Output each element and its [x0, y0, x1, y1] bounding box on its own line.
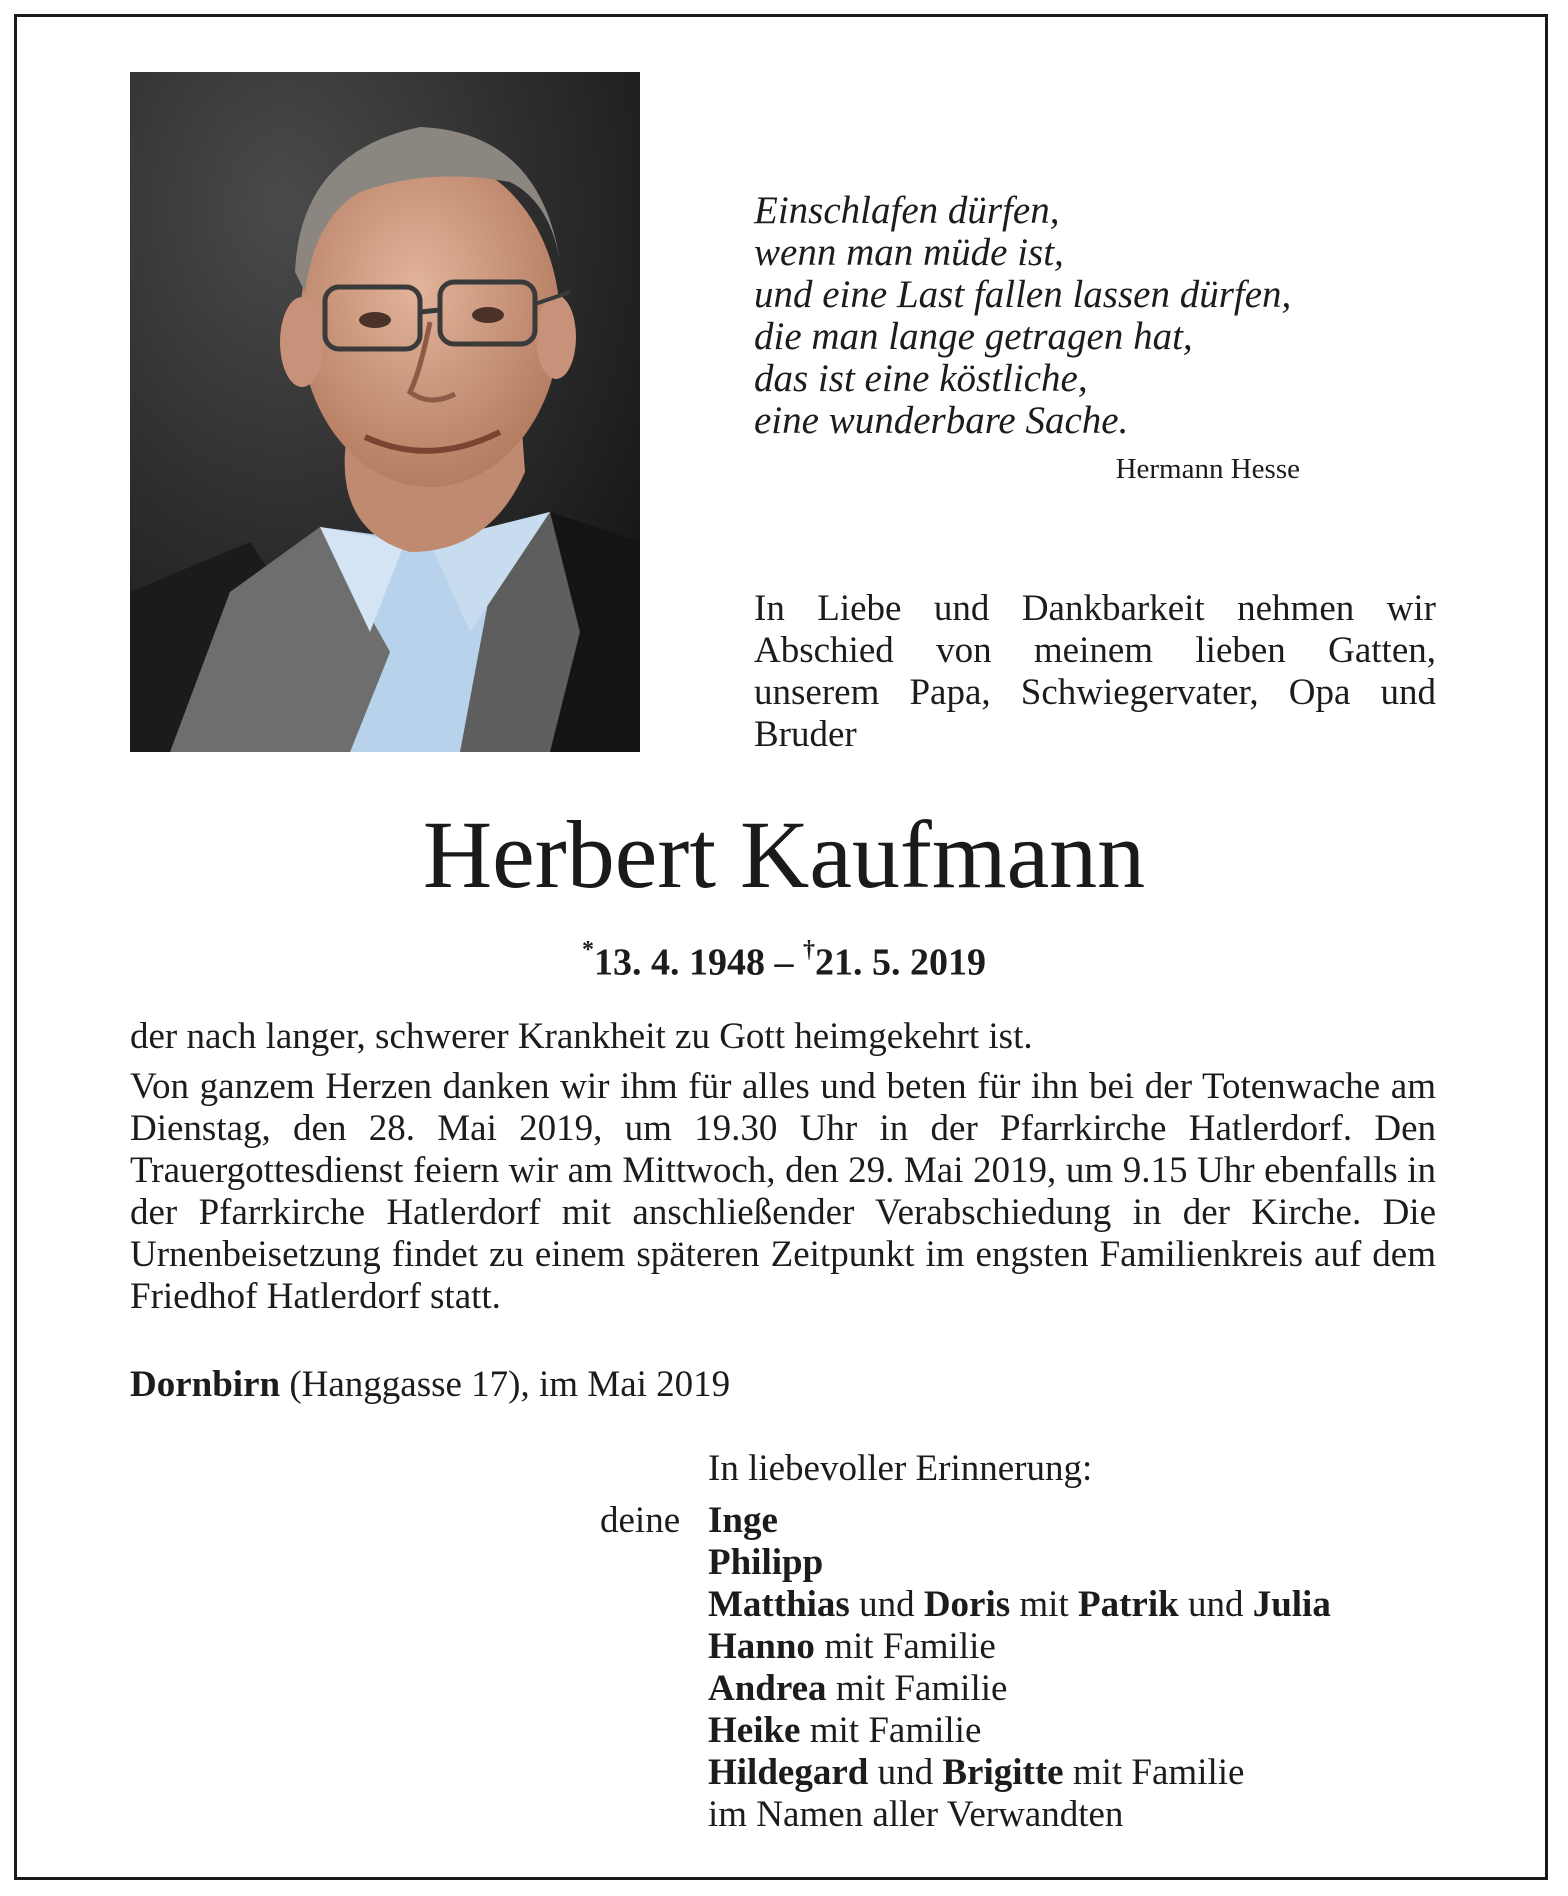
family-suffix: mit Familie: [826, 1668, 1008, 1709]
memory-label: In liebevoller Erinnerung:: [708, 1448, 1093, 1489]
family-suffix: mit Familie: [1063, 1752, 1245, 1793]
family-suffix: mit Familie: [800, 1710, 982, 1751]
family-closing: im Namen aller Verwandten: [708, 1794, 1124, 1835]
family-row: [708, 1500, 1448, 1542]
poem-line: eine wunderbare Sache.: [754, 399, 1129, 442]
family-row: [708, 1668, 1448, 1710]
family-name: Hanno: [708, 1626, 815, 1667]
family-name: Philipp: [708, 1542, 824, 1583]
family-conjunction: mit: [1010, 1584, 1078, 1625]
poem: [754, 190, 1314, 442]
memory-prefix: deine: [600, 1500, 681, 1541]
family-name: Brigitte: [942, 1752, 1064, 1793]
family-row: [708, 1710, 1448, 1752]
family-row: [708, 1542, 1448, 1584]
life-dates: [0, 932, 1568, 985]
place-date: [130, 1364, 1030, 1406]
family-suffix: mit Familie: [814, 1626, 996, 1667]
date-separator: –: [765, 941, 803, 984]
family-name: Julia: [1252, 1584, 1331, 1625]
poem-author: Hermann Hesse: [1115, 453, 1300, 485]
family-name: Matthias: [708, 1584, 850, 1625]
deceased-name: Herbert Kaufmann: [422, 801, 1146, 908]
poem-line: das ist eine köstliche,: [754, 357, 1088, 400]
poem-line: wenn man müde ist,: [754, 231, 1064, 274]
family-name: Hildegard: [708, 1752, 869, 1793]
family-row: [708, 1752, 1448, 1794]
portrait-photo-icon: [130, 72, 640, 752]
poem-line: die man lange getragen hat,: [754, 315, 1193, 358]
family-name: Andrea: [708, 1668, 827, 1709]
body-second-paragraph: Von ganzem Herzen danken wir ihm für alles und beten für ihn bei der Totenwache am Dienstag, den 28. Mai 2019, um 19.30 Uhr in der Pfarrkirche Hatlerdorf. Den Trauergottesdienst feiern wir am Mittwoch, den 29. Mai 2019, um 9.15 Uhr ebenfalls in der Pfarrkirche Hatlerdorf mit anschließender Verabschiedung in der Kirche. Die Urnenbeisetzung findet zu einem späteren Zeitpunkt im engsten Familienkreis auf dem Friedhof Hatlerdorf statt.: [130, 1066, 1436, 1317]
poem-line: Einschlafen dürfen,: [754, 189, 1060, 232]
family-name: Doris: [923, 1584, 1011, 1625]
family-conjunction: und: [868, 1752, 943, 1793]
family-row: [708, 1794, 1448, 1836]
body-text: [130, 1016, 1436, 1326]
place-city: Dornbirn: [130, 1364, 281, 1405]
family-conjunction: und: [849, 1584, 924, 1625]
family-name: Inge: [708, 1500, 778, 1541]
place-rest: (Hanggasse 17), im Mai 2019: [280, 1364, 731, 1405]
family-name: Patrik: [1078, 1584, 1179, 1625]
poem-line: und eine Last fallen lassen dürfen,: [754, 273, 1292, 316]
body-first-paragraph: der nach langer, schwerer Krankheit zu Gott heimgekehrt ist.: [130, 1016, 1033, 1057]
family-row: [708, 1584, 1448, 1626]
family-row: [708, 1626, 1448, 1668]
death-date: 21. 5. 2019: [815, 941, 986, 984]
death-symbol: †: [803, 937, 815, 963]
family-name: Heike: [708, 1710, 801, 1751]
intro-text: In Liebe und Dankbarkeit nehmen wir Abschied von meinem lieben Gatten, unserem Papa, Schwiegervater, Opa und Bruder: [754, 588, 1436, 755]
family-conjunction: und: [1178, 1584, 1253, 1625]
birth-symbol: *: [582, 937, 594, 963]
birth-date: 13. 4. 1948: [594, 941, 765, 984]
family-list: [708, 1500, 1448, 1836]
portrait-photo: [130, 72, 640, 752]
